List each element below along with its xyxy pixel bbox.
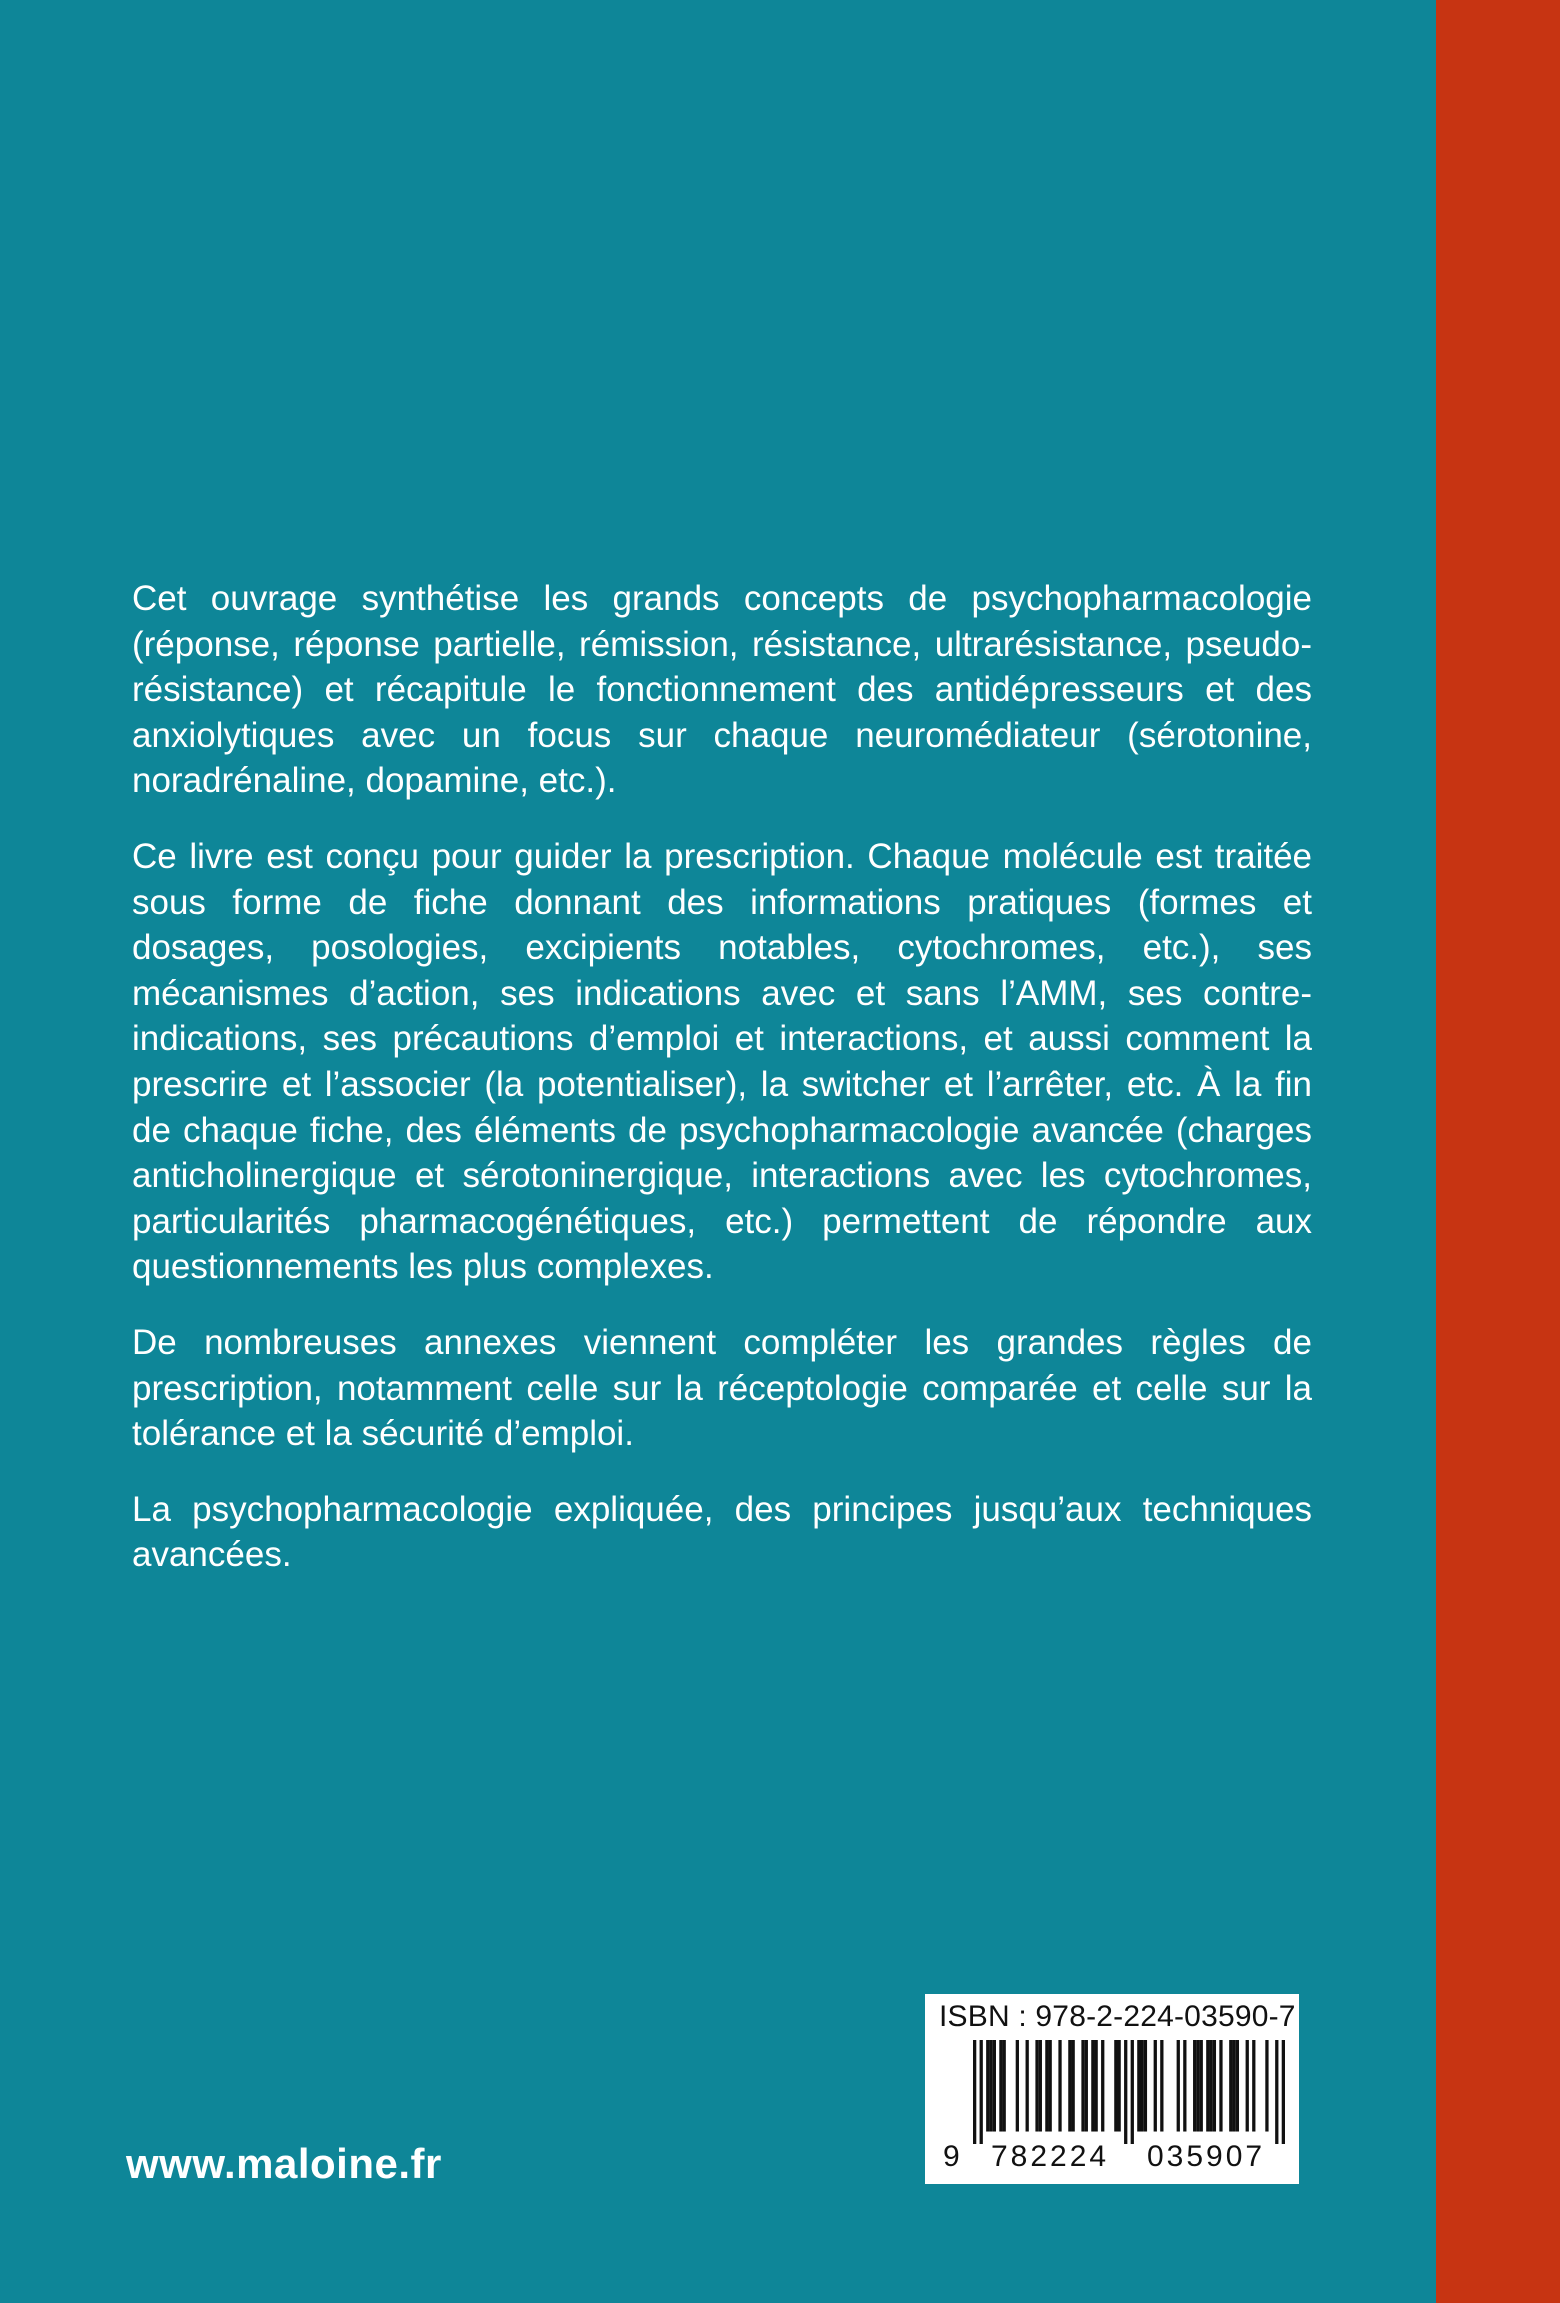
barcode-bar — [1160, 2040, 1163, 2132]
barcode-bar — [1114, 2040, 1117, 2132]
barcode-bar — [986, 2040, 989, 2132]
barcode-bar — [980, 2040, 983, 2144]
barcode-bar — [1131, 2040, 1134, 2144]
barcode-bar — [1213, 2040, 1216, 2132]
spine-band — [1436, 0, 1560, 2303]
barcode-bar — [1124, 2040, 1127, 2144]
barcode-bar — [1081, 2040, 1084, 2132]
barcode-bar — [1095, 2040, 1098, 2132]
blurb-paragraph-2: Ce livre est conçu pour guider la prescription. Chaque molécule est traitée sous forme de fiche donnant des informations pratiques (formes et dosages, posologies, excipients notables, cytochromes, etc.), ses mécanismes d’action, ses indications avec et sans l’AMM, ses contre-indications, ses précautions d’emploi et interactions, et aussi comment la prescrire et l’associer (la potentialiser), la switcher et l’arrêter, etc. À la fin de chaque fiche, des éléments de psychopharmacologie avancée (charges anticholinergique et sérotoninergique, interactions avec les cytochromes, particularités pharmacogénétiques, etc.) permettent de répondre aux questionnements les plus complexes. — [132, 836, 1312, 1287]
barcode-bar — [1183, 2040, 1186, 2132]
barcode-bar — [1232, 2040, 1235, 2132]
barcode-bar — [1091, 2040, 1094, 2132]
barcode-bar — [1209, 2040, 1212, 2132]
barcode-bar — [1282, 2040, 1285, 2144]
barcode-digit-first: 9 — [943, 2140, 960, 2173]
publisher-website: www.maloine.fr — [126, 2140, 442, 2187]
barcode-digits-right: 035907 — [1147, 2140, 1266, 2173]
barcode-bar — [973, 2040, 976, 2144]
barcode-bar — [1049, 2040, 1052, 2132]
barcode-bar — [1196, 2040, 1199, 2132]
blurb-paragraph-1: Cet ouvrage synthétise les grands concepts de psychopharmacologie (réponse, réponse partielle, rémission, résistance, ultrarésistance, pseudo-résistance) et récapitule le fonctionnement des antidépresseurs et des anxiolytiques avec un focus sur chaque neuromédiateur (sérotonine, noradrénaline, dopamine, etc.). — [132, 579, 1312, 801]
barcode-bar — [989, 2040, 992, 2132]
barcode-bar — [1154, 2040, 1157, 2132]
barcode-bar — [1177, 2040, 1180, 2132]
barcode-bar — [1229, 2040, 1232, 2132]
barcode-bar — [1118, 2040, 1121, 2132]
barcode-bar — [1058, 2040, 1061, 2132]
barcode-bar — [1140, 2040, 1143, 2132]
barcode-bar — [1072, 2040, 1075, 2132]
isbn-label: ISBN : 978-2-224-03590-7 — [939, 2000, 1296, 2033]
barcode-bar — [1026, 2040, 1029, 2132]
barcode-digits-left: 782224 — [991, 2140, 1110, 2173]
barcode-bar — [993, 2040, 996, 2132]
barcode-bar — [1101, 2040, 1104, 2132]
barcode-digits — [925, 2140, 1299, 2180]
barcode-bar — [1252, 2040, 1255, 2132]
barcode-bar — [1035, 2040, 1038, 2132]
blurb-paragraph-3: De nombreuses annexes viennent compléter les grandes règles de prescription, notamment celle sur la réceptologie comparée et celle sur la tolérance et la sécurité d’emploi. — [132, 1322, 1312, 1454]
blurb-paragraph-4: La psychopharmacologie expliquée, des principes jusqu’aux techniques avancées. — [132, 1489, 1312, 1575]
barcode-bar — [1265, 2040, 1268, 2132]
barcode-bar — [1045, 2040, 1048, 2132]
barcode-bar — [1085, 2040, 1088, 2132]
barcode-bar — [1206, 2040, 1209, 2132]
barcode-bar — [1144, 2040, 1147, 2132]
barcode-box — [925, 1994, 1299, 2184]
barcode-bar — [1275, 2040, 1278, 2144]
barcode-bar — [1193, 2040, 1196, 2132]
barcode-bar — [1137, 2040, 1140, 2132]
barcode-bar — [1246, 2040, 1249, 2132]
barcode-bar — [1068, 2040, 1071, 2132]
barcode-bar — [1200, 2040, 1203, 2132]
blurb-text — [132, 576, 1312, 1608]
barcode-bar — [999, 2040, 1002, 2132]
barcode-bars — [973, 2040, 1285, 2144]
barcode-bar — [1039, 2040, 1042, 2132]
barcode-bar — [1016, 2040, 1019, 2132]
barcode-bar — [1219, 2040, 1222, 2132]
barcode-bar — [1236, 2040, 1239, 2132]
barcode-bar — [1003, 2040, 1006, 2132]
